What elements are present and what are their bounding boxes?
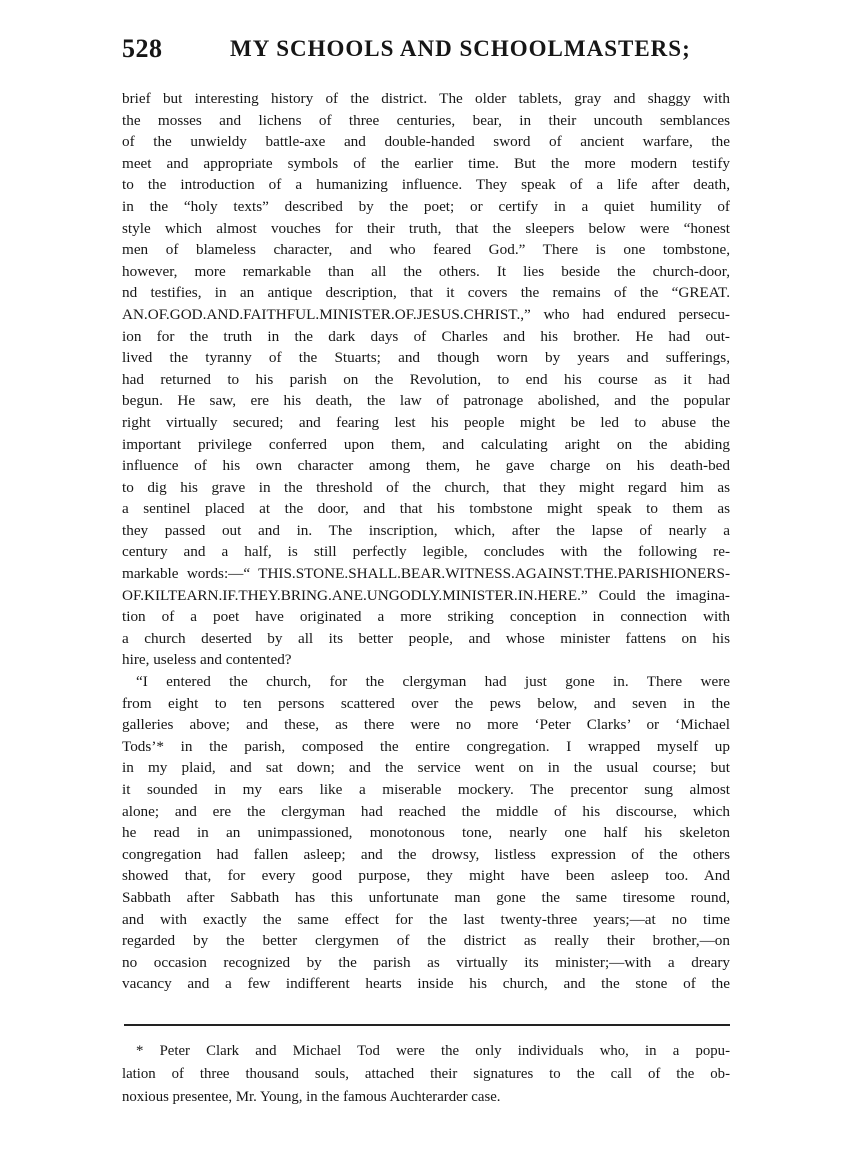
text-line: had returned to his parish on the Revolution, to end his course as it had [122,370,730,388]
running-title: MY SCHOOLS AND SCHOOLMASTERS; [230,36,691,61]
text-line: in my plaid, and sat down; and the service went on in the usual course; but [122,759,730,777]
paragraph-start-line: “I entered the church, for the clergyman had just gone in. There were [136,673,730,691]
text-line: tion of a poet have originated a more striking conception in connection with [122,608,730,626]
text-line: the mosses and lichens of three centuries, bear, in their uncouth semblances [122,111,730,129]
text-line: century and a half, is still perfectly legible, concludes with the following re- [122,543,730,561]
text-line: to dig his grave in the threshold of the church, that they might regard him as [122,478,730,496]
text-line: Tods’* in the parish, composed the entire congregation. I wrapped myself up [122,737,730,755]
text-line: men of blameless character, and who feared God.” There is one tombstone, [122,241,730,259]
body-text [122,88,730,995]
footnote-divider [124,1024,730,1026]
text-line: he read in an unimpassioned, monotonous tone, nearly one half his skeleton [122,824,730,842]
text-line: begun. He saw, ere his death, the law of patronage abolished, and the popular [122,392,730,410]
text-line: nd testifies, in an antique description, that it covers the remains of the “GREAT. [122,284,730,302]
text-line: galleries above; and these, as there were no more ‘Peter Clarks’ or ‘Michael [122,716,730,734]
text-line: Sabbath after Sabbath has this unfortunate man gone the same tiresome round, [122,888,730,906]
text-line: important privilege conferred upon them, and calculating aright on the abiding [122,435,730,453]
text-line: style which almost vouches for their truth, that the sleepers below were “honest [122,219,730,237]
text-line: vacancy and a few indifferent hearts inside his church, and the stone of the [122,975,730,993]
text-line: they passed out and in. The inscription, which, after the lapse of nearly a [122,521,730,539]
page-number: 528 [122,34,163,63]
text-line: it sounded in my ears like a miserable mockery. The precentor sung almost [122,781,730,798]
text-line: in the “holy texts” described by the poet; or certify in a quiet humility of [122,197,730,215]
text-line: AN.OF.GOD.AND.FAITHFUL.MINISTER.OF.JESUS.CHRIST.,” who had endured persecu- [122,305,730,323]
footnote [122,1040,730,1109]
text-line: ion for the truth in the dark days of Charles and his brother. He had out- [122,327,730,345]
text-line: congregation had fallen asleep; and the drowsy, listless expression of the others [122,845,730,863]
text-line: right virtually secured; and fearing lest his people might be led to abuse the [122,413,730,431]
text-line: and with exactly the same effect for the last twenty-three years;—at no time [122,910,730,928]
text-line: OF.KILTEARN.IF.THEY.BRING.ANE.UNGODLY.MINISTER.IN.HERE.” Could the imagina- [122,586,730,604]
text-line: influence of his own character among them, he gave charge on his death-bed [122,457,730,475]
text-line: regarded by the better clergymen of the district as really their brother,—on [122,932,730,950]
text-line: alone; and ere the clergyman had reached the middle of his discourse, which [122,802,730,820]
text-line: to the introduction of a humanizing influence. They speak of a life after death, [122,176,730,194]
text-line: brief but interesting history of the district. The older tablets, gray and shaggy with [122,90,730,107]
text-line: of the unwieldy battle-axe and double-handed sword of ancient warfare, the [122,133,730,151]
text-line: no occasion recognized by the parish as virtually its minister;—with a dreary [122,953,730,971]
text-line: lived the tyranny of the Stuarts; and though worn by years and sufferings, [122,349,730,367]
text-line: markable words:—“ THIS.STONE.SHALL.BEAR.WITNESS.AGAINST.THE.PARISHIONERS- [122,565,730,583]
text-line: hire, useless and contented? [122,651,292,669]
text-line: however, more remarkable than all the others. It lies beside the church-door, [122,262,730,280]
text-line: a church deserted by all its better people, and whose minister fattens on his [122,629,730,647]
text-line: meet and appropriate symbols of the earlier time. But the more modern testify [122,154,730,172]
footnote-line: * Peter Clark and Michael Tod were the only individuals who, in a popu- [136,1043,730,1059]
footnote-line: noxious presentee, Mr. Young, in the famous Auchterarder case. [122,1089,501,1105]
text-line: showed that, for every good purpose, they might have been asleep too. And [122,867,730,885]
footnote-line: lation of three thousand souls, attached their signatures to the call of the ob- [122,1066,730,1082]
text-line: a sentinel placed at the door, and that his tombstone might speak to them as [122,500,730,518]
text-line: from eight to ten persons scattered over the pews below, and seven in the [122,694,730,712]
